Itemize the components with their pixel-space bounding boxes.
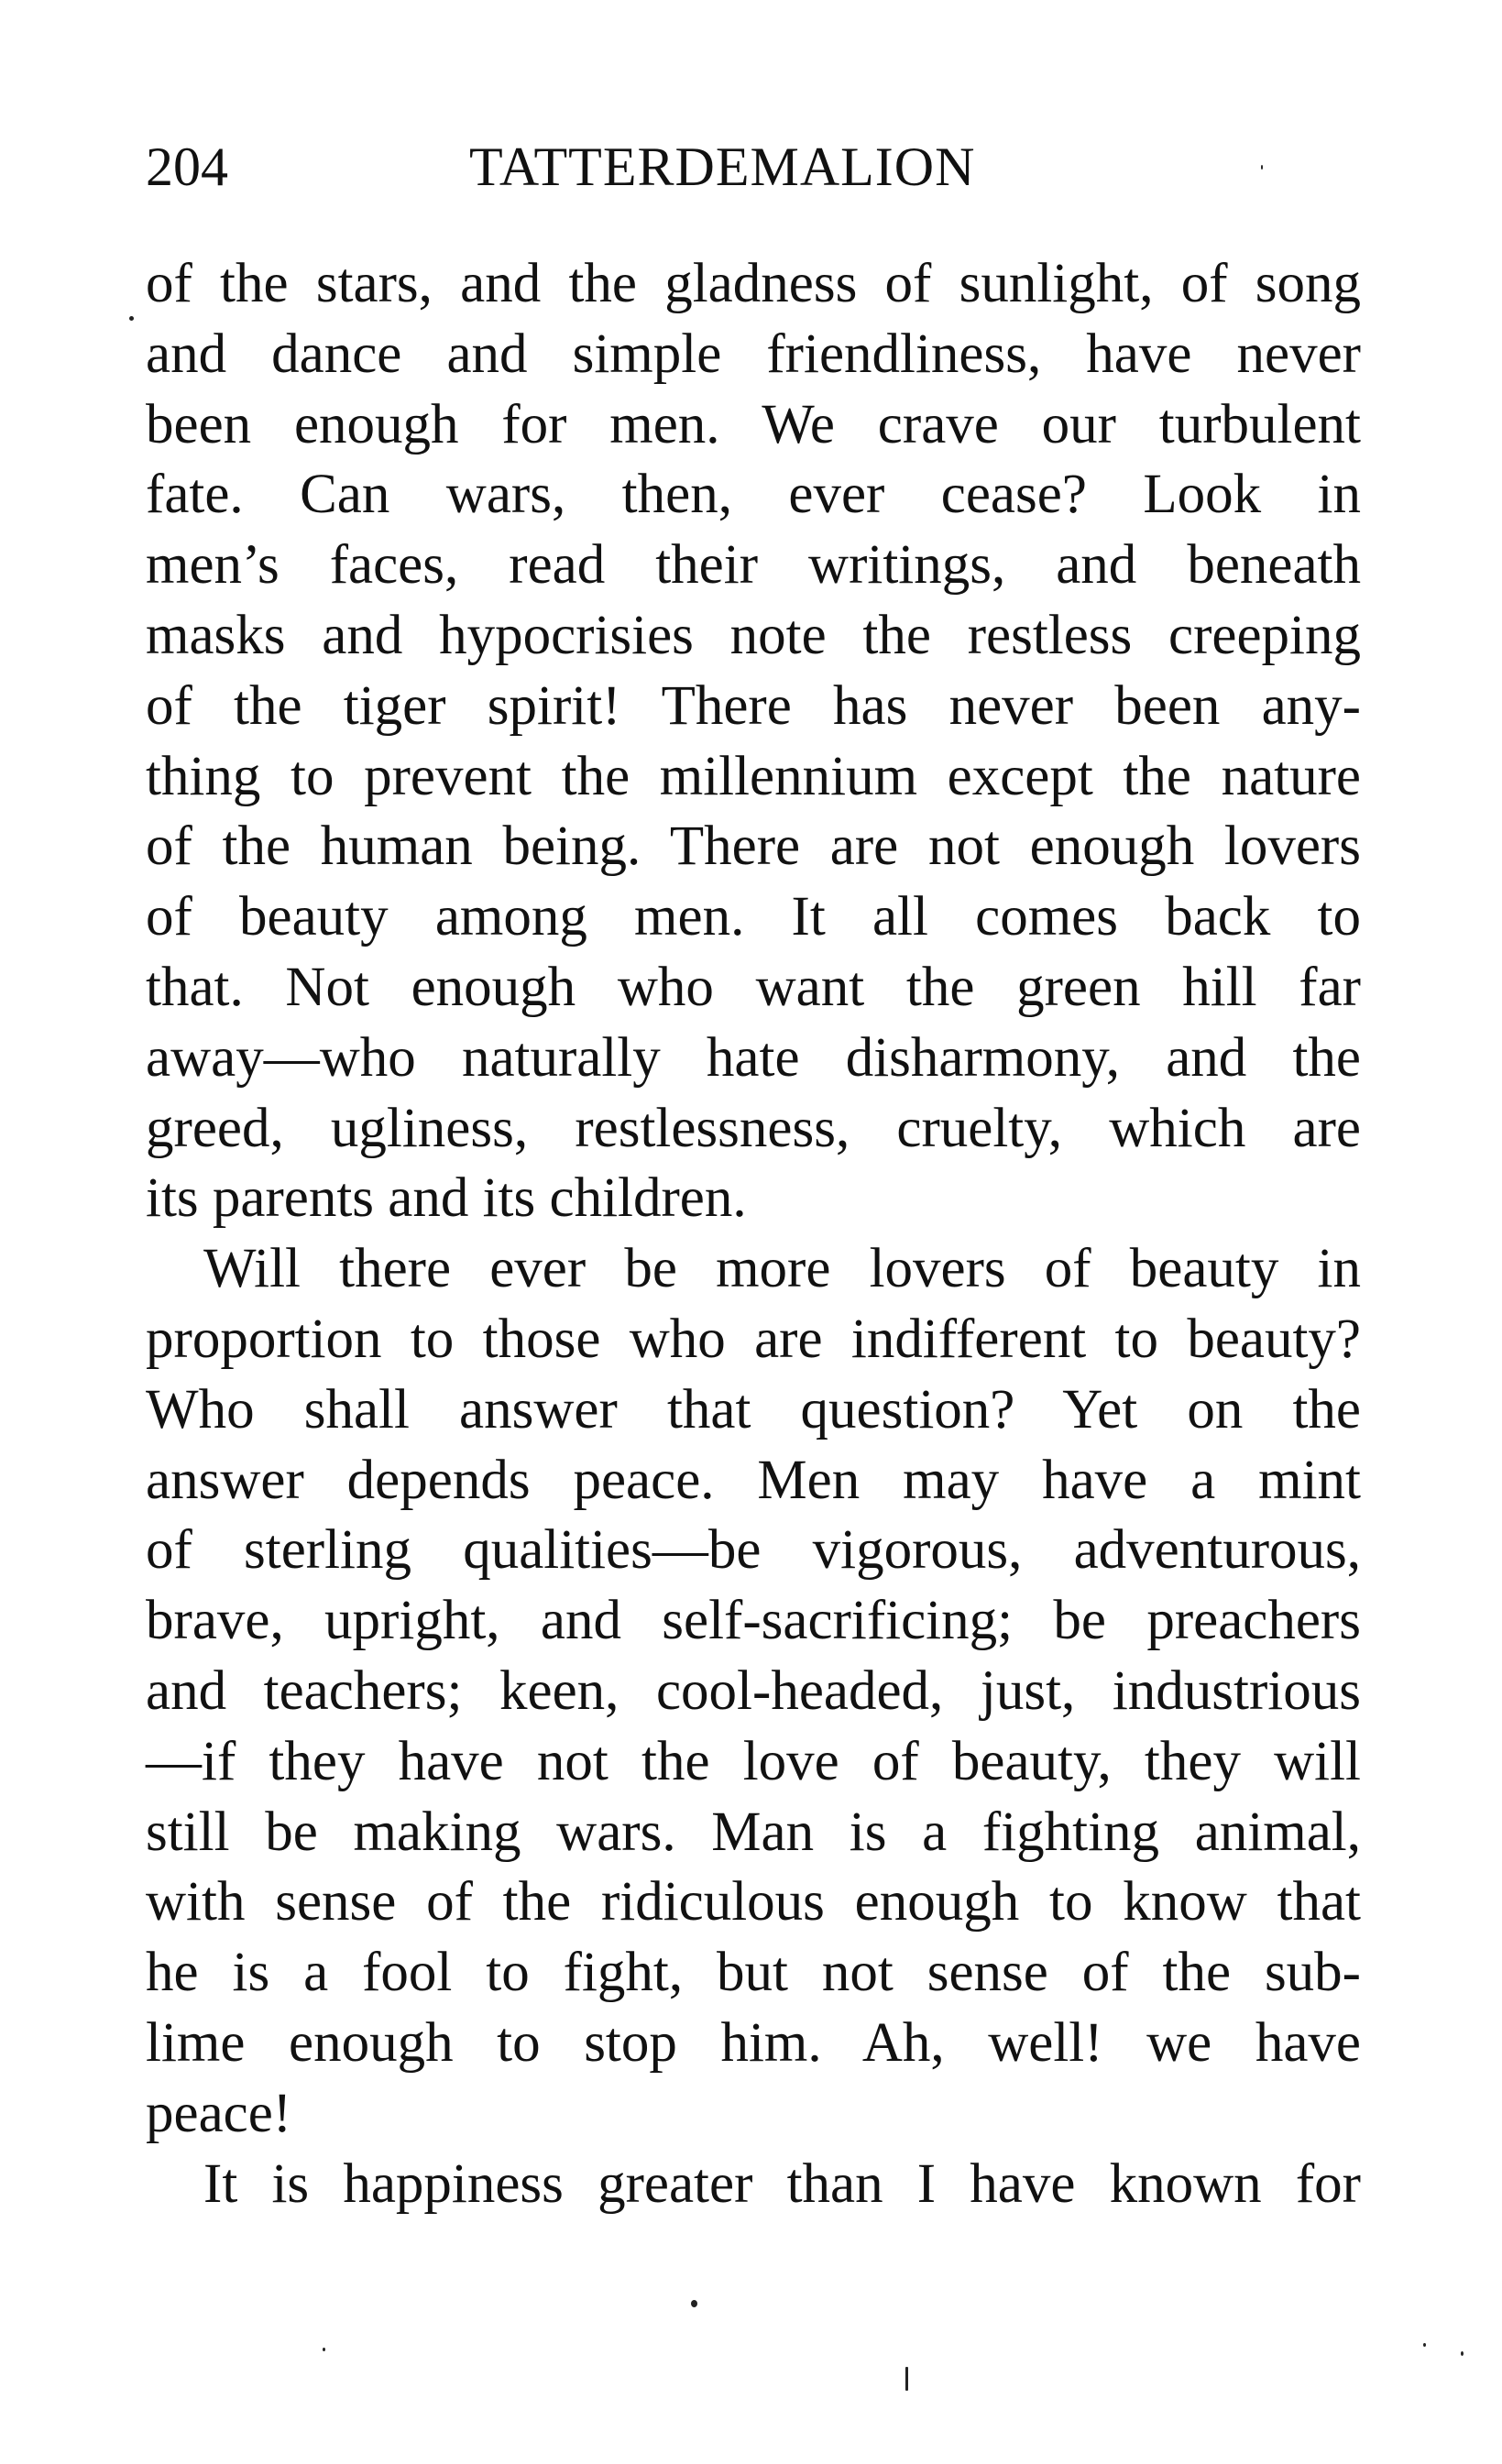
text-line: lime enough to stop him. Ah, well! we have [146, 2011, 1361, 2074]
text-line: of the human being. There are not enough lovers [146, 816, 1361, 878]
text-line: of the tiger spirit! There has never been any- [146, 674, 1361, 737]
running-title: TATTERDEMALION [469, 137, 976, 197]
paragraph [146, 2150, 1361, 2220]
text-line: that. Not enough who want the green hill far [146, 956, 1361, 1018]
scan-speck [1461, 2351, 1464, 2356]
text-line: answer depends peace. Men may have a mint [146, 1449, 1361, 1511]
paragraph [146, 1234, 1361, 2149]
text-line: proportion to those who are indifferent to beauty? [146, 1308, 1361, 1370]
text-line: been enough for men. We crave our turbulent [146, 393, 1361, 455]
text-line: greed, ugliness, restlessness, cruelty, which are [146, 1097, 1361, 1159]
text-line: brave, upright, and self-sacrificing; be preachers [146, 1590, 1361, 1652]
text-line: —if they have not the love of beauty, they will [146, 1730, 1361, 1792]
scan-speck [1423, 2343, 1426, 2347]
body-text [146, 249, 1361, 2219]
text-line: masks and hypocrisies note the restless creeping [146, 604, 1361, 666]
page-number: 204 [146, 137, 228, 197]
running-header [146, 136, 1361, 200]
text-line: and dance and simple friendliness, have never [146, 323, 1361, 385]
text-line: peace! [146, 2082, 292, 2144]
text-line: with sense of the ridiculous enough to know that [146, 1871, 1361, 1933]
text-line: still be making wars. Man is a fighting animal, [146, 1801, 1361, 1863]
text-line: thing to prevent the millennium except the nature [146, 745, 1361, 807]
text-line: Who shall answer that question? Yet on the [146, 1378, 1361, 1440]
text-line: Will there ever be more lovers of beauty in [203, 1238, 1361, 1300]
text-line: he is a fool to fight, but not sense of the sub- [146, 1942, 1361, 2004]
text-line: It is happiness greater than I have known for [203, 2152, 1361, 2215]
scan-speck [323, 2348, 325, 2351]
paragraph [146, 249, 1361, 1234]
text-line: of beauty among men. It all comes back to [146, 886, 1361, 948]
text-line: of sterling qualities—be vigorous, adventurous, [146, 1519, 1361, 1582]
scan-speck [129, 316, 134, 321]
text-line: men’s faces, read their writings, and beneath [146, 534, 1361, 597]
scan-speck [905, 2367, 908, 2391]
text-line: of the stars, and the gladness of sunlight, of song [146, 253, 1361, 314]
scan-speck [691, 2300, 697, 2307]
text-line: and teachers; keen, cool-headed, just, industrious [146, 1659, 1361, 1722]
scan-speck [1261, 165, 1263, 170]
text-line: fate. Can wars, then, ever cease? Look in [146, 464, 1361, 526]
text-line: its parents and its children. [146, 1167, 747, 1230]
text-line: away—who naturally hate disharmony, and the [146, 1026, 1361, 1089]
